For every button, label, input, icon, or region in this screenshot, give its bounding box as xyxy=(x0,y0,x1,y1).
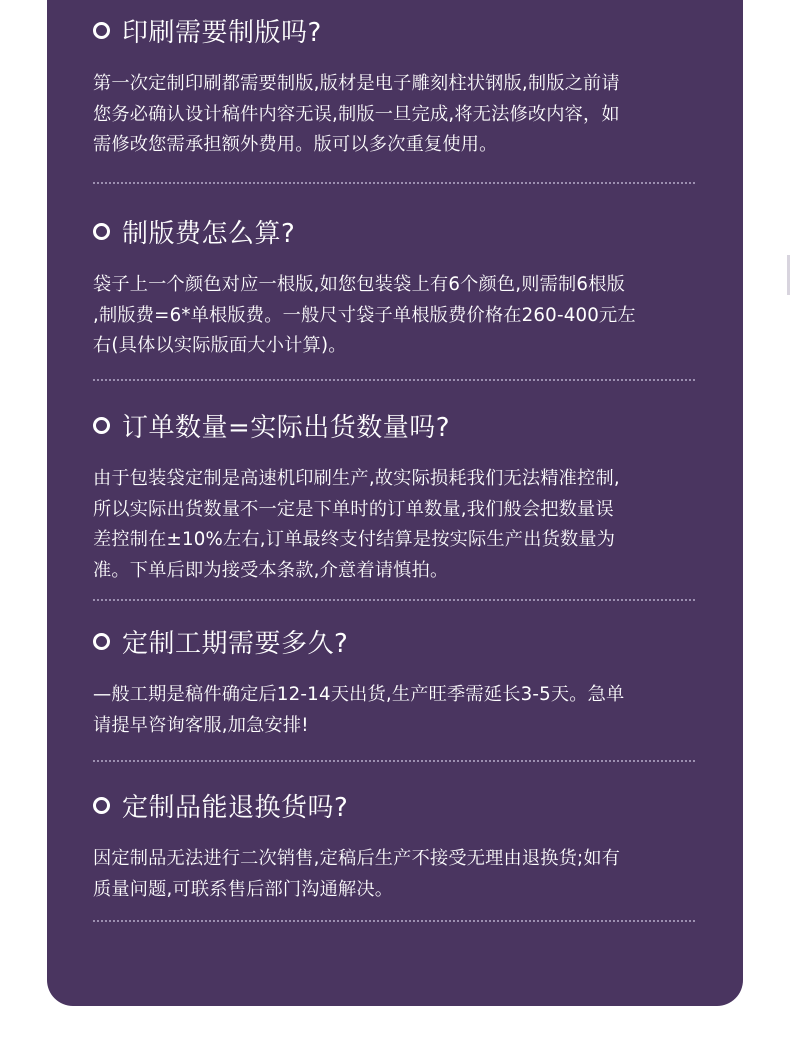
faq-item-lead-time xyxy=(93,621,695,741)
dotted-divider xyxy=(93,182,695,184)
faq-title-text: 定制工期需要多久? xyxy=(122,628,349,659)
circle-bullet-icon xyxy=(93,22,110,39)
faq-answer: —般工期是稿件确定后12-14天出货,生产旺季需延长3-5天。急单 请提早咨询客服,加急安排! xyxy=(93,684,625,736)
faq-title xyxy=(93,621,695,661)
faq-item-order-quantity xyxy=(93,405,695,586)
dotted-divider xyxy=(93,760,695,762)
circle-bullet-icon xyxy=(93,223,110,240)
faq-title-text: 定制品能退换货吗? xyxy=(122,792,349,823)
faq-answer: 第一次定制印刷都需要制版,版材是电子雕刻柱状钢版,制版之前请 您务必确认设计稿件内容无误,制版一旦完成,将无法修改内容，如 需修改您需承担额外费用。版可以多次重复使用。 xyxy=(93,73,620,155)
dotted-divider xyxy=(93,920,695,922)
faq-title xyxy=(93,10,695,50)
faq-title xyxy=(93,785,695,825)
faq-item-returns xyxy=(93,785,695,905)
faq-item-plate-making xyxy=(93,10,695,161)
circle-bullet-icon xyxy=(93,797,110,814)
dotted-divider xyxy=(93,599,695,601)
faq-title-text: 订单数量=实际出货数量吗? xyxy=(122,412,451,443)
circle-bullet-icon xyxy=(93,633,110,650)
faq-answer: 袋子上一个颜色对应一根版,如您包装袋上有6个颜色,则需制6根版 ,制版费=6*单根版费。一般尺寸袋子单根版费价格在260-400元左 右(具体以实际版面大小计算)。 xyxy=(93,274,636,356)
faq-answer: 因定制品无法进行二次销售,定稿后生产不接受无理由退换货;如有 质量问题,可联系售后部门沟通解决。 xyxy=(93,848,621,900)
faq-title xyxy=(93,405,695,445)
faq-title-text: 制版费怎么算? xyxy=(122,218,296,249)
faq-title-text: 印刷需要制版吗? xyxy=(122,17,322,48)
circle-bullet-icon xyxy=(93,417,110,434)
faq-answer: 由于包装袋定制是高速机印刷生产,故实际损耗我们无法精准控制, 所以实际出货数量不一定是下单时的订单数量,我们般会把数量误 差控制在±10%左右,订单最终支付结算是按实际生产出货数量为 准。下单后即为接受本条款,介意着请慎拍。 xyxy=(93,468,620,581)
faq-title xyxy=(93,211,695,251)
dotted-divider xyxy=(93,379,695,381)
faq-item-plate-fee xyxy=(93,211,695,362)
